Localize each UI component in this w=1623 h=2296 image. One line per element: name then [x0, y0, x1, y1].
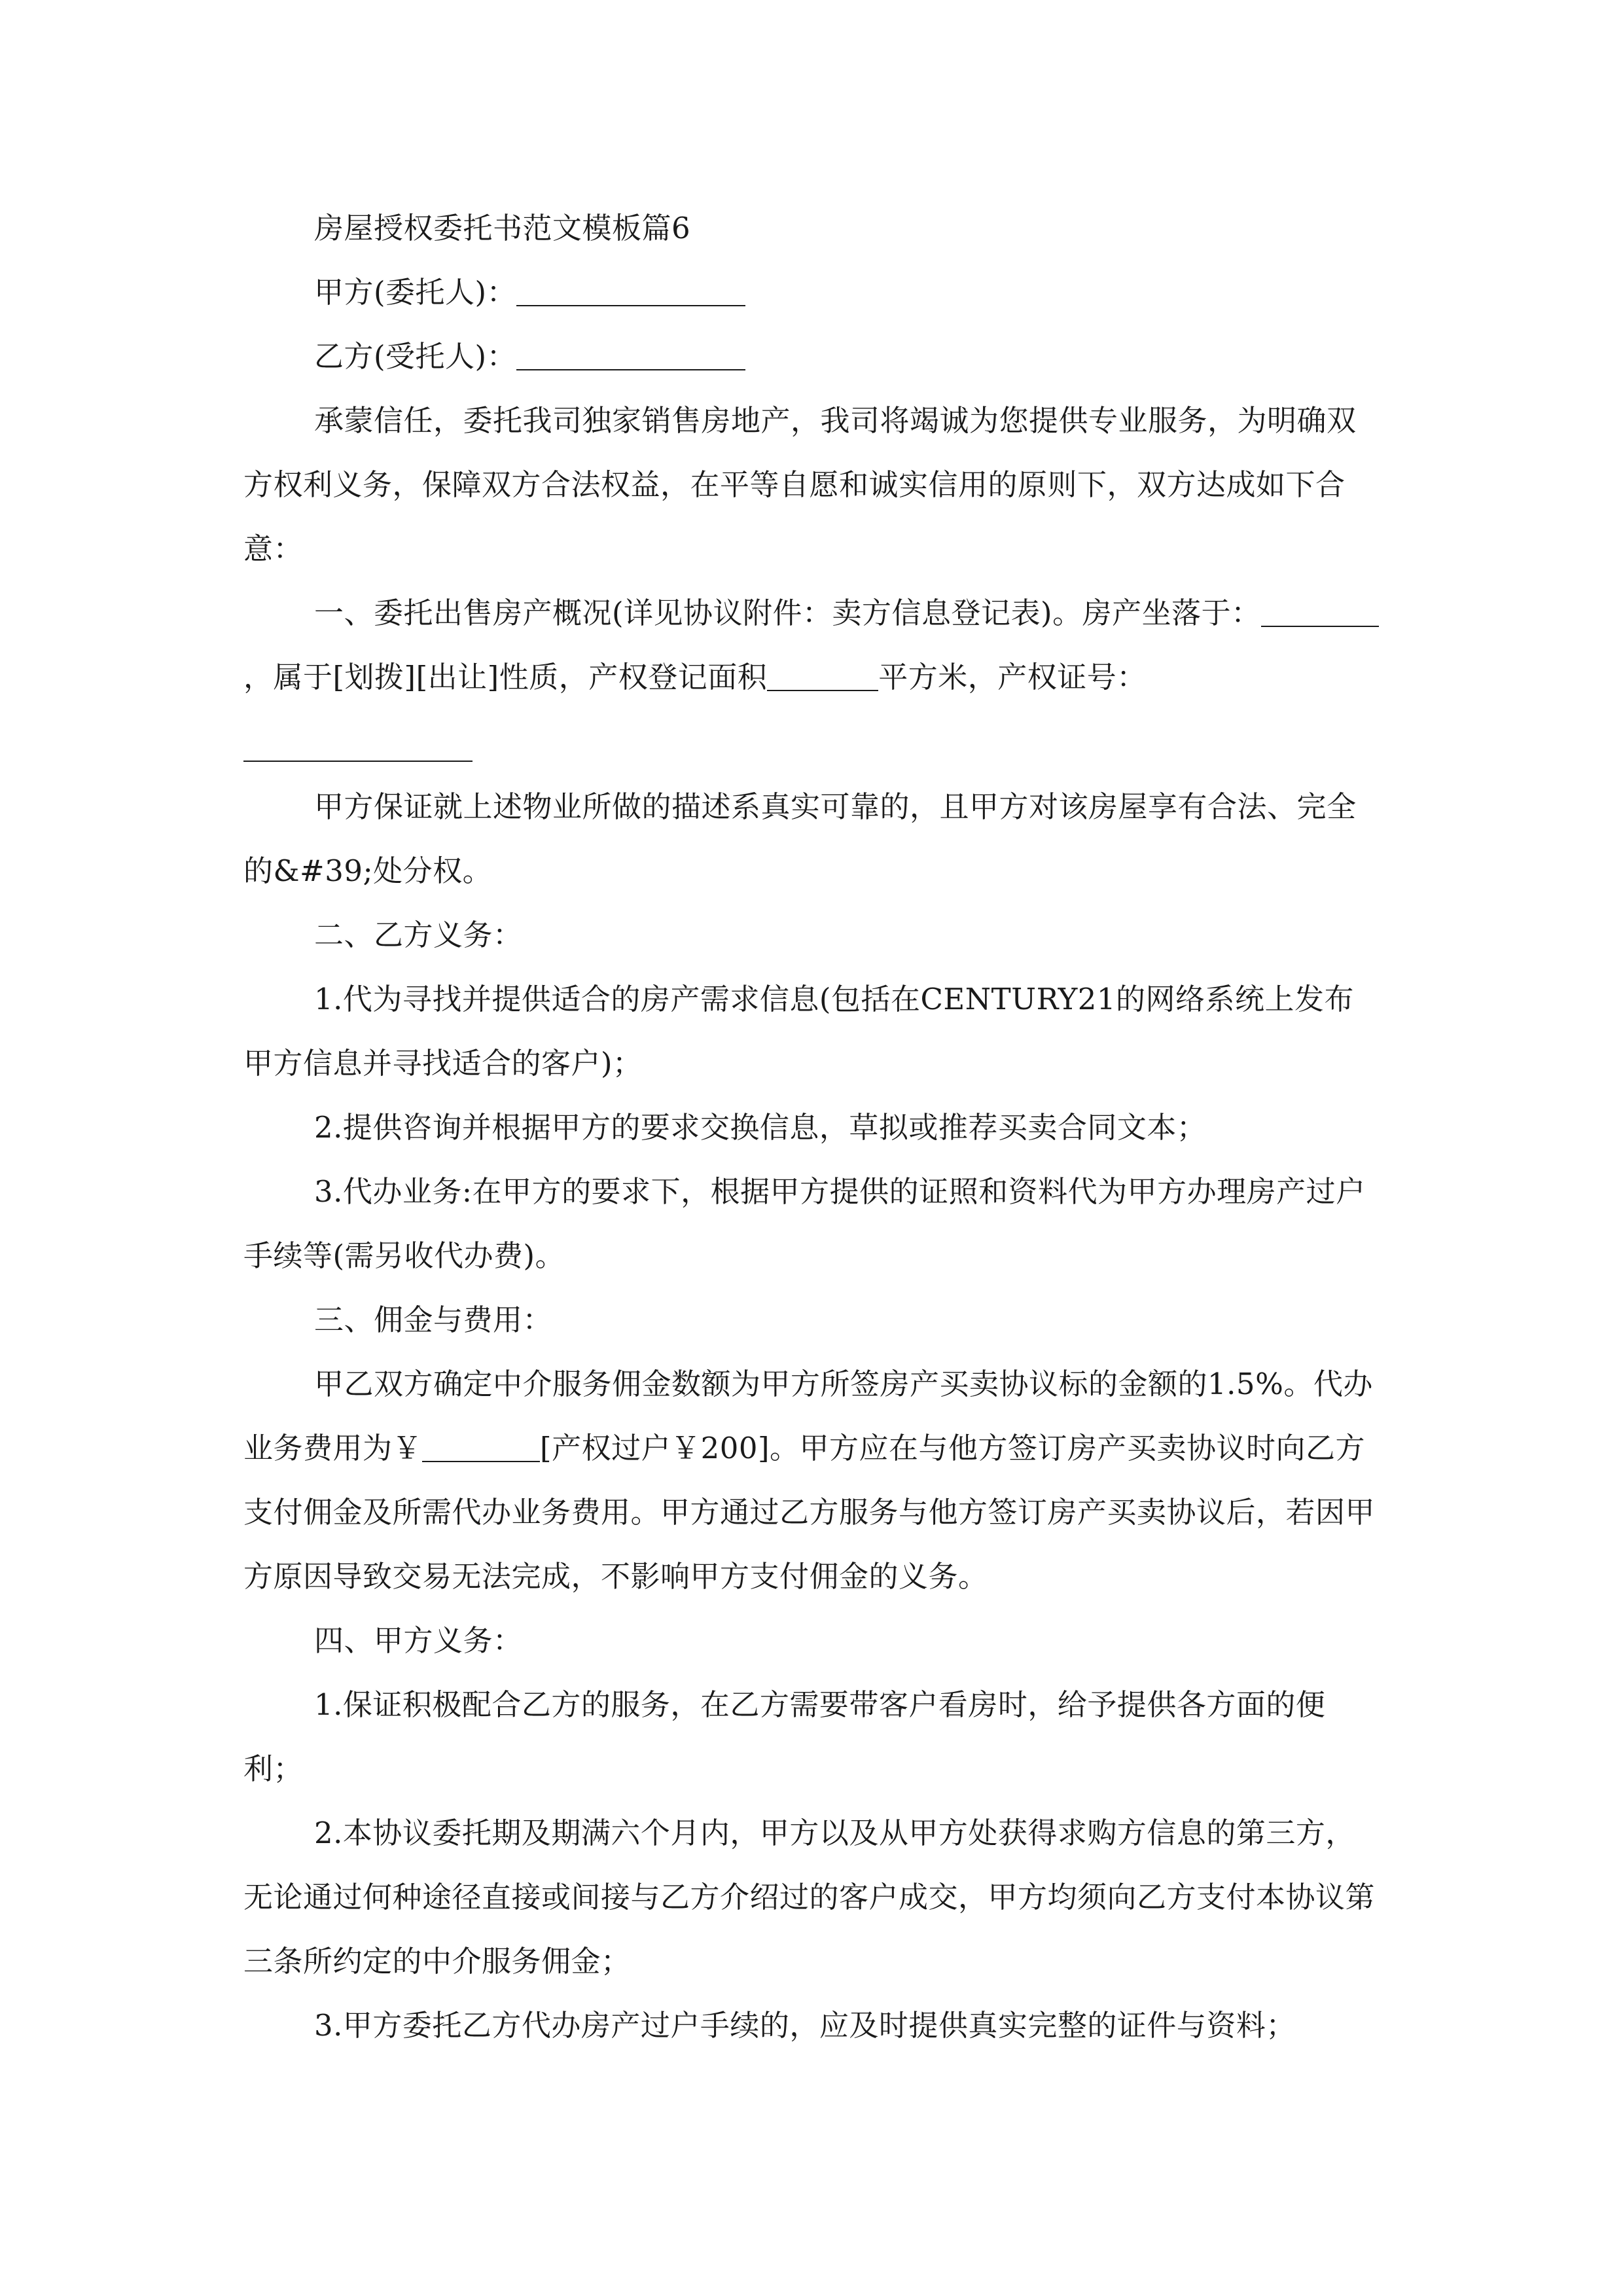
section-1-text-c: 平方米，产权证号： — [878, 660, 1147, 694]
party-b-line — [243, 325, 1380, 389]
party-b-label: 乙方(受托人)： — [314, 339, 517, 374]
section-2-item-2: 2.提供咨询并根据甲方的要求交换信息，草拟或推荐买卖合同文本； — [314, 1110, 1207, 1145]
intro-paragraph: 承蒙信任，委托我司独家销售房地产，我司将竭诚为您提供专业服务，为明确双方权利义务，保障双方合法权益，在平等自愿和诚实信用的原则下，双方达成如下合意： — [243, 403, 1357, 566]
location-blank — [1261, 600, 1379, 627]
certificate-number-blank — [243, 709, 473, 762]
party-a-line — [243, 260, 1380, 325]
title-text: 房屋授权委托书范文模板篇6 — [314, 211, 691, 245]
section-2-item-3: 3.代办业务:在甲方的要求下，根据甲方提供的证照和资料代为甲方办理房产过户手续等(需另收代办费)。 — [243, 1174, 1366, 1273]
document-title — [243, 196, 1380, 260]
agency-fee-blank — [422, 1435, 540, 1462]
section-3-heading: 三、佣金与费用： — [314, 1302, 553, 1337]
document-body — [243, 196, 1380, 2058]
party-a-blank — [516, 279, 745, 306]
section-3-commission-paragraph — [243, 1352, 1380, 1609]
guarantee-paragraph: 甲方保证就上述物业所做的描述系真实可靠的，且甲方对该房屋享有合法、完全的&#39;处分权。 — [243, 789, 1357, 888]
section-3-text-b: [产权过户￥200]。甲方应在与他方签订房产买卖协议时向乙方支付佣金及所需代办业务费用。甲方通过乙方服务与他方签订房产买卖协议后，若因甲方原因导致交易无法完成，不影响甲方支付佣金的义务。 — [243, 1431, 1376, 1594]
section-4-item-2: 2.本协议委托期及期满六个月内，甲方以及从甲方处获得求购方信息的第三方，无论通过何种途径直接或间接与乙方介绍过的客户成交，甲方均须向乙方支付本协议第三条所约定的中介服务佣金； — [243, 1816, 1376, 1979]
party-b-blank — [516, 343, 745, 370]
section-1-property-overview — [243, 581, 1380, 709]
area-blank — [767, 664, 878, 691]
section-4-item-3: 3.甲方委托乙方代办房产过户手续的，应及时提供真实完整的证件与资料； — [314, 2008, 1296, 2043]
section-1-text-b: ，属于[划拨][出让]性质，产权登记面积 — [243, 660, 768, 694]
section-4-heading: 四、甲方义务： — [314, 1623, 523, 1658]
section-3-text-a: 甲乙双方确定中介服务佣金数额为甲方所签房产买卖协议标的金额的1.5%。代办业务费用为￥ — [243, 1367, 1373, 1465]
section-1-text-a: 一、委托出售房产概况(详见协议附件：卖方信息登记表)。房产坐落于： — [314, 596, 1261, 630]
section-2-item-1: 1.代为寻找并提供适合的房产需求信息(包括在CENTURY21的网络系统上发布甲方信息并寻找适合的客户)； — [243, 982, 1355, 1081]
section-2-heading: 二、乙方义务： — [314, 918, 523, 952]
party-a-label: 甲方(委托人)： — [314, 275, 517, 310]
section-4-item-1: 1.保证积极配合乙方的服务，在乙方需要带客户看房时，给予提供各方面的便利； — [243, 1687, 1326, 1786]
